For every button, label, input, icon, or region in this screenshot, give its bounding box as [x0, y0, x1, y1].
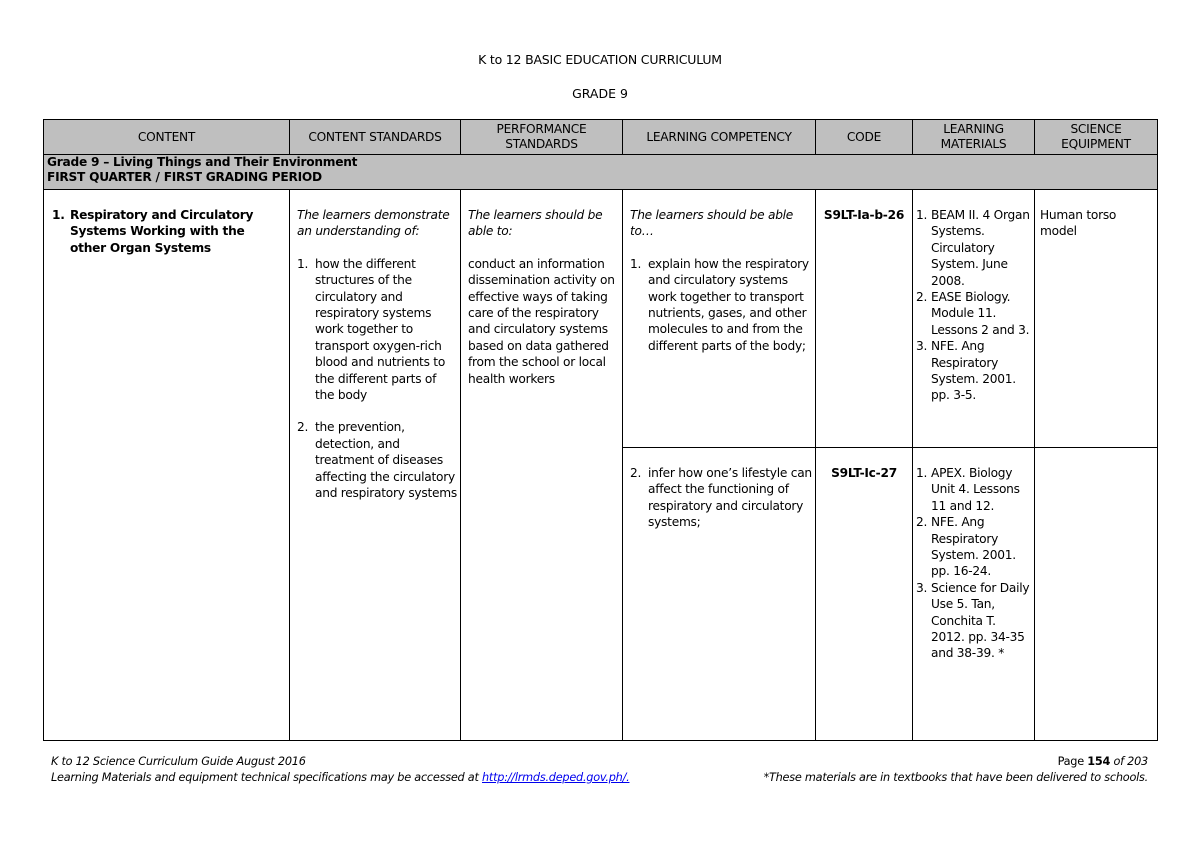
- performance-standards-cell: [461, 190, 623, 741]
- ps-intro: The learners should be able to:: [468, 208, 603, 239]
- cs-intro: The learners demonstrate an understanding of:: [297, 208, 450, 239]
- col-content: CONTENT: [44, 120, 290, 155]
- lrmds-link[interactable]: http://lrmds.deped.gov.ph/.: [482, 771, 630, 784]
- list-item: 1. BEAM II. 4 Organ Systems. Circulatory System. June 2008.: [916, 208, 1030, 288]
- textbook-note: *These materials are in textbooks that have been delivered to schools.: [763, 771, 1148, 784]
- code-cell-1: S9LT-Ia-b-26: [816, 190, 913, 448]
- section-title: Grade 9 – Living Things and Their Environment: [47, 155, 358, 169]
- equipment-cell-1: Human torso model: [1035, 190, 1158, 448]
- footer-left: [51, 754, 629, 786]
- list-item: 2. EASE Biology. Module 11. Lessons 2 and 3.: [916, 290, 1030, 337]
- col-performance-standards: PERFORMANCE STANDARDS: [461, 120, 623, 155]
- competency-cell-2: [623, 448, 816, 741]
- col-code: CODE: [816, 120, 913, 155]
- content-number: 1.: [52, 208, 65, 222]
- footer-right: [764, 754, 1148, 786]
- footer-note: Learning Materials and equipment technical specifications may be accessed at http://lrmds.deped.gov.ph/.: [51, 771, 630, 784]
- grade-title: GRADE 9: [572, 86, 628, 101]
- ps-text: conduct an information dissemination activity on effective ways of taking care of the respiratory and circulatory systems based on data gathered from the school or local health workers: [468, 256, 615, 386]
- footer-guide: K to 12 Science Curriculum Guide August 2016: [51, 755, 306, 768]
- page-number: Page 154 of 203: [1057, 755, 1148, 768]
- content-cell: [44, 190, 290, 741]
- col-science-equipment: SCIENCE EQUIPMENT: [1035, 120, 1158, 155]
- lc-intro: The learners should be able to…: [630, 208, 794, 239]
- content-standards-cell: [290, 190, 461, 741]
- col-content-standards: CONTENT STANDARDS: [290, 120, 461, 155]
- list-item: 2. NFE. Ang Respiratory System. 2001. pp. 16-24.: [916, 515, 1016, 579]
- col-learning-competency: LEARNING COMPETENCY: [623, 120, 816, 155]
- equipment-cell-2: [1035, 448, 1158, 741]
- materials-cell-1: [913, 190, 1035, 448]
- section-period: FIRST QUARTER / FIRST GRADING PERIOD: [47, 170, 322, 184]
- list-item: 1. explain how the respiratory and circulatory systems work together to transport nutrients, gases, and other molecules to and from the different parts of the body;: [630, 256, 809, 353]
- document-title: K to 12 BASIC EDUCATION CURRICULUM: [478, 52, 722, 67]
- section-row: [44, 155, 1158, 190]
- list-item: 1. APEX. Biology Unit 4. Lessons 11 and 12.: [916, 466, 1020, 513]
- materials-cell-2: [913, 448, 1035, 741]
- code-cell-2: S9LT-Ic-27: [816, 448, 913, 741]
- list-item: 1. how the different structures of the circulatory and respiratory systems work together to transport oxygen-rich blood and nutrients to the different parts of the body: [297, 256, 446, 403]
- list-item: 2. the prevention, detection, and treatment of diseases affecting the circulatory and respiratory systems: [297, 420, 457, 501]
- list-item: 3. Science for Daily Use 5. Tan, Conchita T. 2012. pp. 34-35 and 38-39. *: [916, 580, 1030, 661]
- list-item: 3. NFE. Ang Respiratory System. 2001. pp. 3-5.: [916, 339, 1016, 403]
- table-row: [44, 190, 1158, 448]
- header-row: [44, 120, 1158, 155]
- list-item: 2. infer how one’s lifestyle can affect the functioning of respiratory and circulatory systems;: [630, 466, 812, 530]
- curriculum-table: [43, 119, 1158, 741]
- competency-cell-1: [623, 190, 816, 448]
- col-learning-materials: LEARNING MATERIALS: [913, 120, 1035, 155]
- content-text: Respiratory and Circulatory Systems Working with the other Organ Systems: [70, 208, 254, 255]
